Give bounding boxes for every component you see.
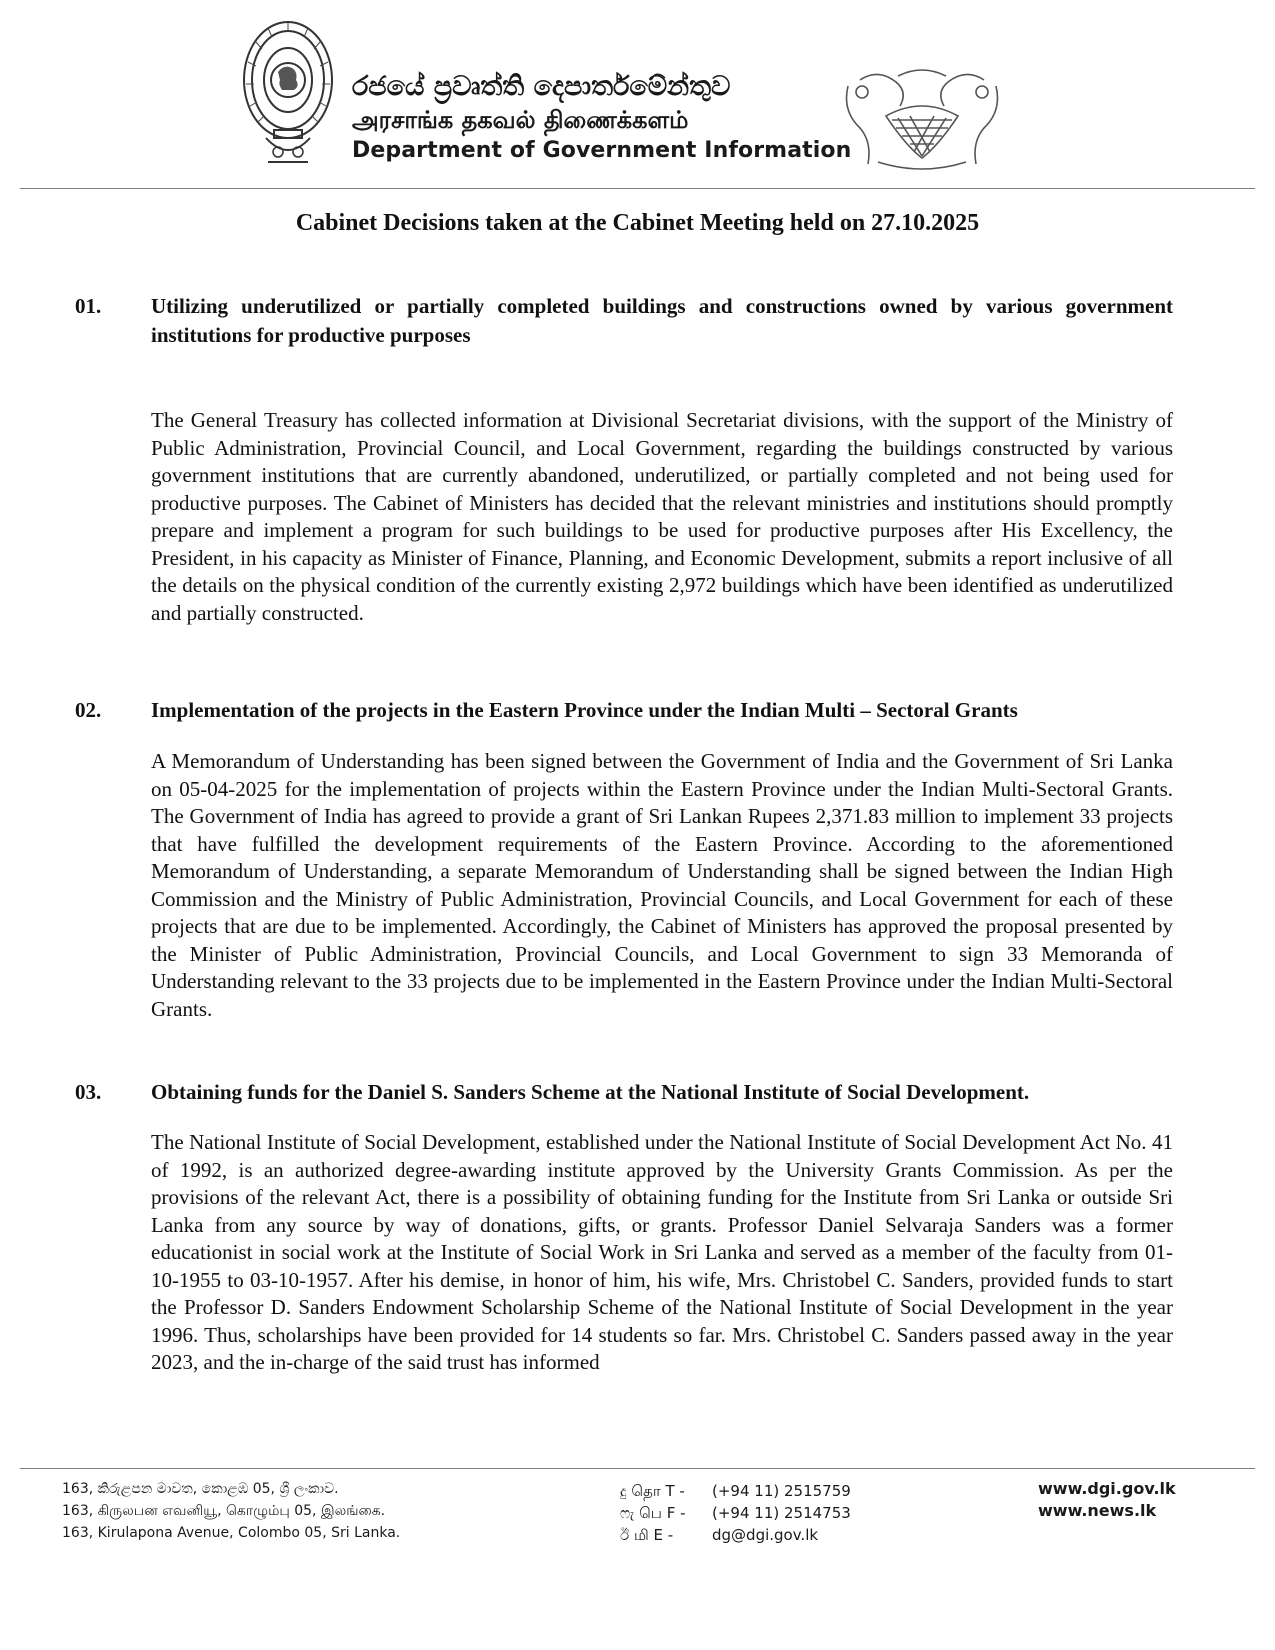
email-row — [620, 1524, 851, 1546]
header-divider — [20, 188, 1255, 189]
decision-number: 01. — [75, 294, 102, 318]
decorative-ornament-icon — [838, 66, 1006, 172]
decision-item — [75, 1078, 1175, 1377]
decision-number: 03. — [75, 1080, 102, 1104]
phone-value[interactable]: (+94 11) 2515759 — [712, 1482, 851, 1500]
address-english: 163, Kirulapona Avenue, Colombo 05, Sri Lanka. — [62, 1525, 401, 1541]
letterhead — [0, 0, 1275, 190]
decision-item — [75, 696, 1175, 1023]
decision-number: 02. — [75, 698, 102, 722]
footer-contact-block — [620, 1480, 851, 1546]
address-tamil: 163, கிருலபன எவனியூ, கொழும்பு 05, இலங்கை. — [62, 1503, 386, 1519]
website-link-news[interactable]: www.news.lk — [1038, 1501, 1157, 1520]
address-sinhala: 163, කිරුළපන මාවත, කොළඹ 05, ශ්‍රී ලංකාව. — [62, 1481, 339, 1497]
footer-divider — [20, 1468, 1255, 1469]
department-name-sinhala: රජයේ ප්‍රවෘත්ති දෙපාර්තමේන්තුව — [352, 71, 731, 102]
decision-body: The National Institute of Social Development, established under the National Institute of Social Development Act No. 41 of 1992, is an authorized degree-awarding institute approved by the University Grants Commission. As per the provisions of the relevant Act, there is a possibility of obtaining funding for the Institute from Sri Lanka or outside Sri Lanka from any source by way of donations, gifts, or grants. Professor Daniel Selvaraja Sanders was a former educationist in social work at the Institute of Social Work in Sri Lanka and served as a member of the faculty from 01-10-1955 to 03-10-1957. After his demise, in honor of him, his wife, Mrs. Christobel C. Sanders, provided funds to start the Professor D. Sanders Endowment Scholarship Scheme of the National Institute of Social Development in the year 1996. Thus, scholarships have been provided for 14 students so far. Mrs. Christobel C. Sanders passed away in the year 2023, and the in-charge of the said trust has informed — [151, 1130, 1173, 1374]
email-label: ඊ மி E - — [620, 1526, 674, 1544]
decision-body: A Memorandum of Understanding has been signed between the Government of India and the Government of Sri Lanka on 05-04-2025 for the implementation of projects within the Eastern Province under the Indian Multi-Sectoral Grants. The Government of India has agreed to provide a grant of Sri Lankan Rupees 2,371.83 million to implement 33 projects that have fulfilled the development requirements of the Eastern Province. According to the aforementioned Memorandum of Understanding, a separate Memorandum of Understanding shall be signed between the Indian High Commission and the Ministry of Public Administration, Provincial Councils, and Local Government for each of these projects that are due to be implemented. Accordingly, the Cabinet of Ministers has approved the proposal presented by the Minister of Public Administration, Provincial Councils, and Local Government to sign 33 Memoranda of Understanding relevant to the 33 projects due to be implemented in the Eastern Province under the Indian Multi-Sectoral Grants. — [151, 749, 1173, 1021]
decision-body: The General Treasury has collected information at Divisional Secretariat divisions, with the support of the Ministry of Public Administration, Provincial Council, and Local Government, regarding the buildings constructed by various government institutions that are currently abandoned, underutilized, or partially completed and not being used for productive purposes. The Cabinet of Ministers has decided that the relevant ministries and institutions should promptly prepare and implement a program for such buildings to be used for productive purposes after His Excellency, the President, in his capacity as Minister of Finance, Planning, and Economic Development, submits a report inclusive of all the details on the physical condition of the currently existing 2,972 buildings which have been identified as underutilized and partially constructed. — [151, 408, 1173, 625]
decision-heading: Implementation of the projects in the Eastern Province under the Indian Multi – Sectoral Grants — [151, 698, 1018, 722]
fax-row — [620, 1502, 851, 1524]
department-name-tamil: அரசாங்க தகவல் திணைக்களம் — [352, 106, 689, 134]
website-link-dgi[interactable]: www.dgi.gov.lk — [1038, 1479, 1176, 1498]
phone-label: දු தொ T - — [620, 1482, 685, 1500]
footer-websites — [1038, 1478, 1176, 1522]
decision-heading: Obtaining funds for the Daniel S. Sanders Scheme at the National Institute of Social Development. — [151, 1080, 1030, 1104]
footer — [0, 1478, 1275, 1568]
fax-label: ෆැ பெ F - — [620, 1504, 686, 1522]
decision-heading: Utilizing underutilized or partially completed buildings and constructions owned by various government institutions for productive purposes — [151, 294, 1173, 347]
phone-row — [620, 1480, 851, 1502]
document-title: Cabinet Decisions taken at the Cabinet Meeting held on 27.10.2025 — [295, 210, 980, 236]
decision-item — [75, 292, 1175, 627]
fax-value: (+94 11) 2514753 — [712, 1504, 851, 1522]
department-name-block — [352, 70, 852, 166]
footer-address-block — [62, 1478, 400, 1544]
state-emblem-icon — [238, 12, 338, 170]
email-link[interactable]: dg@dgi.gov.lk — [712, 1526, 819, 1544]
department-name-english: Department of Government Information — [352, 138, 852, 163]
